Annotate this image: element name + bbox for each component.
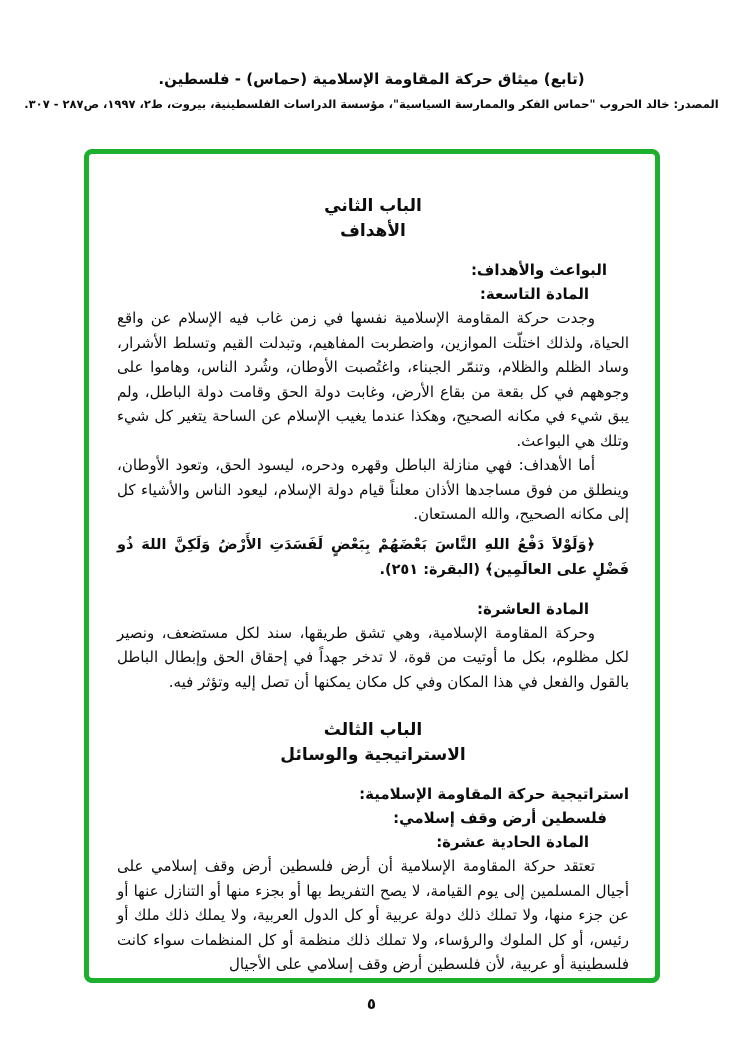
paragraph: وجدت حركة المقاومة الإسلامية نفسها في زمن غاب فيه الإسلام عن واقع الحياة، ولذلك اختلّت الموازين، واضطربت المفاهيم، وتبدلت القيم وتسلط الأشرار، وساد الظلم والظلام، وتنمّر الجبناء، واغتُصبت الأوطان، وشُرد الناس، وهاموا على وجوههم في كل بقعة من بقاع الأرض، وغابت دولة الحق وقامت دولة الباطل، ولم يبق شيء في مكانه الصحيح، وهكذا عندما يغيب الإسلام عن الساحة يتغير كل شيء وتلك هي البواعث. <box>117 309 629 450</box>
paragraph: تعتقد حركة المقاومة الإسلامية أن أرض فلسطين أرض وقف إسلامي على أجيال المسلمين إلى يوم القيامة، لا يصح التفريط بها أو بجزء منها أو التنازل عنها أو عن جزء منها، ولا تملك ذلك دولة عربية أو كل الدول العربية، ولا يملك ذلك ملك أو رئيس، أو كل الملوك والرؤساء، ولا تملك ذلك منظمة أو كل المنظمات سواء كانت فلسطينية أو عربية، لأن فلسطين أرض وقف إسلامي على الأجيال <box>117 857 629 973</box>
chapter-subtitle: الأهداف <box>340 221 406 241</box>
quran-verse: ﴿وَلَوْلاَ دَفْعُ اللهِ النَّاسَ بَعْضَهُمْ بِبَعْضٍ لَفَسَدَتِ الأَرْضُ وَلَكِنَّ اللهَ ذُو فَضْلٍ على العالَمِين﴾ (البقرة: ٢٥١). <box>117 536 629 578</box>
section-heading: المادة التاسعة: <box>479 285 589 303</box>
section-heading: المادة الحادية عشرة: <box>436 833 589 851</box>
paragraph: أما الأهداف: فهي منازلة الباطل وقهره ودحره، ليسود الحق، وتعود الأوطان، وينطلق من فوق مساجدها الأذان معلناً قيام دولة الإسلام، ليعود الناس والأشياء كل إلى مكانه الصحيح، والله المستعان. <box>117 456 629 523</box>
chapter-title: الباب الثالث <box>323 720 423 740</box>
section-heading: المادة العاشرة: <box>476 599 589 618</box>
chapter-subtitle: الاستراتيجية والوسائل <box>280 745 466 765</box>
section-heading: البواعث والأهداف: <box>470 261 607 279</box>
page-number: ٥ <box>366 995 377 1013</box>
source-citation-line: المصدر: خالد الحروب "حماس الفكر والممارسة السياسية"، مؤسسة الدراسات الفلسطينية، بيروت، ط٢، ١٩٩٧، ص٢٨٧ - ٣٠٧. <box>24 97 719 111</box>
section-heading: فلسطين أرض وقف إسلامي: <box>393 809 607 827</box>
document-header-title: (تابع) ميثاق حركة المقاومة الإسلامية (حماس) - فلسطين. <box>158 70 585 88</box>
green-border-frame <box>84 149 660 983</box>
paragraph: وحركة المقاومة الإسلامية، وهي تشق طريقها، سند لكل مستضعف، ونصير لكل مظلوم، بكل ما أوتيت من قوة، لا تدخر جهداً في إحقاق الحق وإبطال الباطل بالقول والفعل في هذا المكان وفي كل مكان يمكنها أن تصل إليه وتؤثر فيه. <box>117 623 629 691</box>
chapter-title: الباب الثاني <box>324 196 422 216</box>
document-body <box>89 154 655 978</box>
section-heading: استراتيجية حركة المقاومة الإسلامية: <box>359 785 629 803</box>
